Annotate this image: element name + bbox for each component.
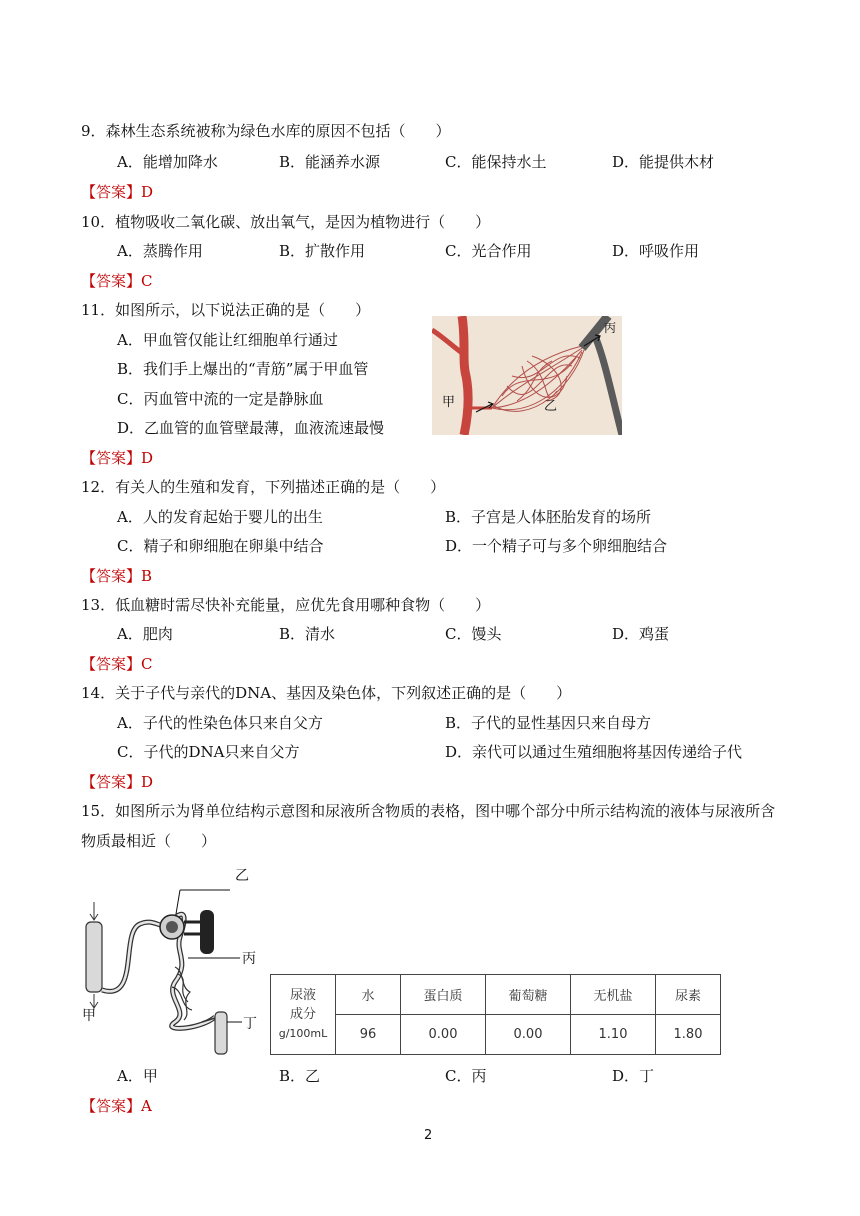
q10-answer: 【答案】C <box>81 272 153 290</box>
question-10-stem: 10．植物吸收二氧化碳、放出氧气，是因为植物进行（ ） <box>81 213 491 231</box>
label-yi-2: 乙 <box>235 868 249 884</box>
q12-option-d: D．一个精子可与多个卵细胞结合 <box>445 537 668 555</box>
q12-option-a: A．人的发育起始于婴儿的出生 <box>117 508 323 526</box>
q10-option-a: A．蒸腾作用 <box>117 242 203 260</box>
q13-option-a: A．肥肉 <box>117 625 173 643</box>
q11-option-a: A．甲血管仅能让红细胞单行通过 <box>117 331 338 349</box>
q15-option-d: D．丁 <box>612 1067 655 1085</box>
q9-option-c: C．能保持水土 <box>445 153 547 171</box>
q14-option-c: C．子代的DNA只来自父方 <box>117 743 300 761</box>
q11-answer: 【答案】D <box>81 449 154 467</box>
blood-vessel-figure <box>432 316 622 435</box>
question-13-stem: 13．低血糖时需尽快补充能量，应优先食用哪种食物（ ） <box>81 596 491 614</box>
q10-option-b: B．扩散作用 <box>279 242 366 260</box>
q9-option-b: B．能涵养水源 <box>279 153 381 171</box>
q10-option-d: D．呼吸作用 <box>612 242 700 260</box>
q15-answer: 【答案】A <box>81 1097 152 1115</box>
q11-option-c: C．丙血管中流的一定是静脉血 <box>117 390 324 408</box>
q13-option-d: D．鸡蛋 <box>612 625 670 643</box>
q15-option-b: B．乙 <box>279 1067 321 1085</box>
label-bing-2: 丙 <box>242 951 256 967</box>
value-glucose: 0.00 <box>486 1015 571 1055</box>
q9-option-a: A．能增加降水 <box>117 153 218 171</box>
page-number: 2 <box>424 1128 433 1143</box>
label-bing: 丙 <box>604 321 617 335</box>
header-glucose: 葡萄糖 <box>486 975 571 1015</box>
label-yi: 乙 <box>544 399 558 414</box>
q9-answer: 【答案】D <box>81 183 154 201</box>
q10-option-c: C．光合作用 <box>445 242 532 260</box>
question-9-stem: 9．森林生态系统被称为绿色水库的原因不包括（ ） <box>81 122 451 140</box>
label-jia-2: 甲 <box>82 1008 96 1024</box>
value-water: 96 <box>336 1015 401 1055</box>
value-salt: 1.10 <box>571 1015 656 1055</box>
label-ding: 丁 <box>243 1016 257 1032</box>
question-12-stem: 12．有关人的生殖和发育，下列描述正确的是（ ） <box>81 478 446 496</box>
header-urea: 尿素 <box>656 975 721 1015</box>
question-15-stem: 15．如图所示为肾单位结构示意图和尿液所含物质的表格，图中哪个部分中所示结构流的液体与尿液所含 <box>81 802 776 820</box>
question-11-stem: 11．如图所示，以下说法正确的是（ ） <box>81 301 371 319</box>
q13-option-c: C．馒头 <box>445 625 502 643</box>
question-14-stem: 14．关于子代与亲代的DNA、基因及染色体，下列叙述正确的是（ ） <box>81 684 572 702</box>
q14-option-a: A．子代的性染色体只来自父方 <box>117 714 323 732</box>
q9-option-d: D．能提供木材 <box>612 153 715 171</box>
q14-option-b: B．子代的显性基因只来自母方 <box>445 714 652 732</box>
header-salt: 无机盐 <box>571 975 656 1015</box>
q13-option-b: B．清水 <box>279 625 336 643</box>
q12-answer: 【答案】B <box>81 567 153 585</box>
q12-option-b: B．子宫是人体胚胎发育的场所 <box>445 508 652 526</box>
value-urea: 1.80 <box>656 1015 721 1055</box>
urine-table <box>270 974 721 1055</box>
q13-answer: 【答案】C <box>81 655 153 673</box>
header-protein: 蛋白质 <box>401 975 486 1015</box>
q11-option-b: B．我们手上爆出的“青筋”属于甲血管 <box>117 360 369 378</box>
q14-answer: 【答案】D <box>81 773 154 791</box>
q11-option-d: D．乙血管的血管壁最薄，血液流速最慢 <box>117 419 385 437</box>
question-15-stem-cont: 物质最相近（ ） <box>81 832 217 850</box>
urine-row-label: 尿液 成分 g/100mL <box>271 975 336 1055</box>
q12-option-c: C．精子和卵细胞在卵巢中结合 <box>117 537 324 555</box>
value-protein: 0.00 <box>401 1015 486 1055</box>
label-jia: 甲 <box>442 395 456 410</box>
header-water: 水 <box>336 975 401 1015</box>
q14-option-d: D．亲代可以通过生殖细胞将基因传递给子代 <box>445 743 743 761</box>
q15-option-a: A．甲 <box>117 1067 158 1085</box>
q15-option-c: C．丙 <box>445 1067 487 1085</box>
nephron-figure <box>80 862 265 1062</box>
